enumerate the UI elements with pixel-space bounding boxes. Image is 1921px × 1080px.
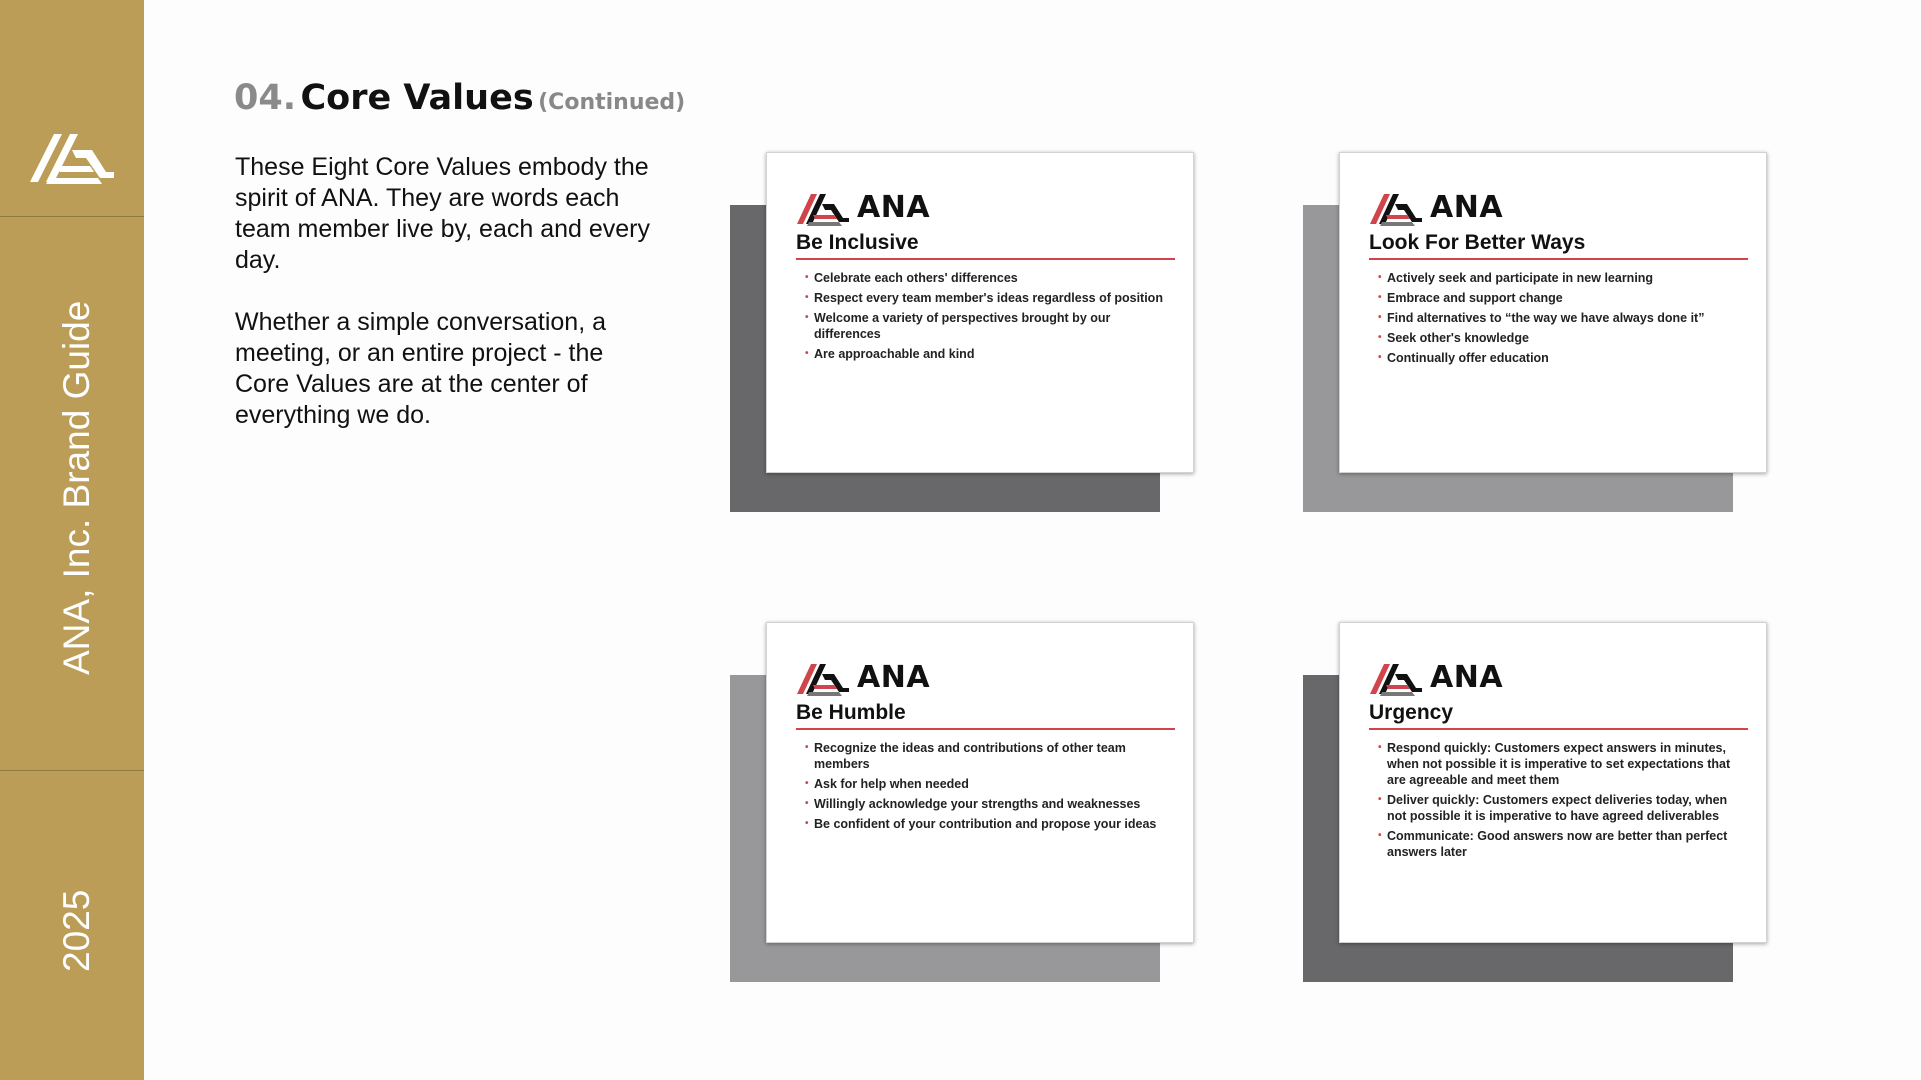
- core-value-card: [1339, 152, 1767, 473]
- page-title: [234, 78, 685, 118]
- list-item: • Willingly acknowledge your strengths and weaknesses: [807, 796, 1169, 812]
- list-item: • Embrace and support change: [1380, 290, 1742, 306]
- card-brand-name: ANA: [1430, 189, 1504, 225]
- section-number: 04.: [234, 78, 297, 118]
- card-bullet-list: [807, 270, 1169, 366]
- list-item: • Ask for help when needed: [807, 776, 1169, 792]
- list-item: • Be confident of your contribution and propose your ideas: [807, 816, 1169, 832]
- list-item: • Actively seek and participate in new learning: [1380, 270, 1742, 286]
- list-item: • Continually offer education: [1380, 350, 1742, 366]
- core-value-card-group-4: [1303, 622, 1733, 982]
- card-title: Be Inclusive: [796, 231, 1175, 260]
- card-bullet-list: [1380, 740, 1742, 864]
- card-brand-name: ANA: [857, 659, 931, 695]
- intro-paragraph-2: Whether a simple conversation, a meeting, or an entire project - the Core Values are at the center of everything we do.: [235, 308, 607, 429]
- sidebar: [0, 0, 144, 1080]
- ana-logo-icon: [1370, 188, 1422, 226]
- card-title: Look For Better Ways: [1369, 231, 1748, 260]
- core-value-card-group-1: [730, 152, 1163, 512]
- intro-text: [235, 152, 655, 462]
- ana-chevron-logo-icon: [30, 120, 114, 184]
- card-title: Urgency: [1369, 701, 1748, 730]
- card-logo: [797, 187, 930, 227]
- core-value-card: [766, 622, 1194, 943]
- list-item: • Welcome a variety of perspectives brought by our differences: [807, 310, 1169, 342]
- list-item: • Find alternatives to “the way we have always done it”: [1380, 310, 1742, 326]
- list-item: • Are approachable and kind: [807, 346, 1169, 362]
- card-title: Be Humble: [796, 701, 1175, 730]
- card-logo: [797, 657, 930, 697]
- sidebar-year: 2025: [56, 889, 97, 972]
- card-brand-name: ANA: [857, 189, 931, 225]
- intro-paragraph-1: These Eight Core Values embody the spirit of ANA. They are words each team member live by, each and every day.: [235, 153, 651, 274]
- core-value-card: [766, 152, 1194, 473]
- card-logo: [1370, 187, 1503, 227]
- ana-logo-icon: [797, 188, 849, 226]
- card-brand-name: ANA: [1430, 659, 1504, 695]
- list-item: • Communicate: Good answers now are better than perfect answers later: [1380, 828, 1742, 860]
- card-logo: [1370, 657, 1503, 697]
- list-item: • Respond quickly: Customers expect answers in minutes, when not possible it is imperative to set expectations that are agreeable and meet them: [1380, 740, 1742, 788]
- card-bullet-list: [1380, 270, 1742, 370]
- sidebar-divider-bottom: [0, 770, 144, 771]
- list-item: • Recognize the ideas and contributions of other team members: [807, 740, 1169, 772]
- card-bullet-list: [807, 740, 1169, 836]
- sidebar-guide-label: ANA, Inc. Brand Guide: [56, 300, 97, 675]
- core-value-card: [1339, 622, 1767, 943]
- core-value-card-group-2: [1303, 152, 1733, 512]
- section-suffix: (Continued): [538, 90, 686, 115]
- ana-logo-icon: [797, 658, 849, 696]
- list-item: • Deliver quickly: Customers expect deliveries today, when not possible it is imperative to have agreed deliverables: [1380, 792, 1742, 824]
- list-item: • Respect every team member's ideas regardless of position: [807, 290, 1169, 306]
- section-title: Core Values: [300, 78, 534, 118]
- sidebar-divider-top: [0, 216, 144, 217]
- core-value-card-group-3: [730, 622, 1160, 982]
- list-item: • Celebrate each others' differences: [807, 270, 1169, 286]
- ana-logo-icon: [1370, 658, 1422, 696]
- list-item: • Seek other's knowledge: [1380, 330, 1742, 346]
